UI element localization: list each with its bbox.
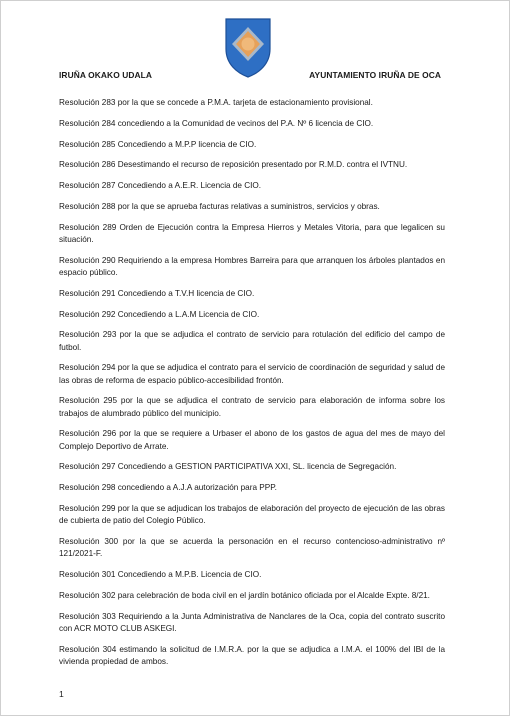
resolution-item: Resolución 297 Concediendo a GESTION PARTICIPATIVA XXI, SL. licencia de Segregación.	[59, 462, 397, 472]
resolution-item: Resolución 300 por la que se acuerda la personación en el recurso contencioso-administrativo nº 121/2021-F.	[59, 536, 445, 559]
resolution-item: Resolución 287 Concediendo a A.E.R. Licencia de CIO.	[59, 181, 262, 191]
resolution-item: Resolución 302 para celebración de boda civil en el jardín botánico oficiada por el Alcalde Expte. 8/21.	[59, 590, 430, 600]
resolution-item: Resolución 298 concediendo a A.J.A autorización para PPP.	[59, 483, 277, 493]
resolution-item: Resolución 293 por la que se adjudica el contrato de servicio para rotulación del edificio del campo de futbol.	[59, 330, 445, 352]
resolution-item: Resolución 294 por la que se adjudica el contrato para el servicio de coordinación de seguridad y salud de las obras de reforma de espacio público-accesibilidad frontón.	[59, 363, 445, 385]
page-number: 1	[59, 689, 64, 699]
resolution-item: Resolución 301 Concediendo a M.P.B. Licencia de CIO.	[59, 569, 262, 579]
resolution-list	[59, 97, 445, 677]
shield-center-dot	[242, 38, 255, 51]
resolution-item: Resolución 303 Requiriendo a la Junta Administrativa de Nanclares de la Oca, copia del contrato suscrito con ACR MOTO CLUB ASKEGI.	[59, 611, 445, 633]
municipal-crest-logo	[223, 17, 273, 79]
resolution-item: Resolución 290 Requiriendo a la empresa Hombres Barreira para que arranquen los árboles plantados en espacio público.	[59, 255, 445, 277]
resolution-item: Resolución 292 Concediendo a L.A.M Licencia de CIO.	[59, 309, 260, 319]
resolution-item: Resolución 295 por la que se adjudica el contrato de servicio para elaboración de informa sobre los trabajos de alumbrado público del municipio.	[59, 396, 445, 418]
resolution-item: Resolución 288 por la que se aprueba facturas relativas a suministros, servicios y obras.	[59, 201, 380, 211]
resolution-item: Resolución 284 concediendo a la Comunidad de vecinos del P.A. Nº 6 licencia de CIO.	[59, 118, 374, 128]
resolution-item: Resolución 286 Desestimando el recurso de reposición presentado por R.M.D. contra el IVTNU.	[59, 160, 408, 170]
resolution-item: Resolución 285 Concediendo a M.P.P licencia de CIO.	[59, 139, 257, 149]
resolution-item: Resolución 291 Concediendo a T.V.H licencia de CIO.	[59, 288, 255, 298]
header-left-title: IRUÑA OKAKO UDALA	[59, 70, 153, 80]
header-right-title: AYUNTAMIENTO IRUÑA DE OCA	[309, 70, 441, 80]
resolution-item: Resolución 289 Orden de Ejecución contra la Empresa Hierros y Metales Vitoria, para que legalicen su situación.	[59, 222, 445, 244]
resolution-item: Resolución 296 por la que se requiere a Urbaser el abono de los gastos de agua del mes de mayo del Complejo Deportivo de Arrate.	[59, 429, 445, 451]
resolution-item: Resolución 299 por la que se adjudican los trabajos de elaboración del proyecto de ejecución de las obras de cubierta de patio del Colegio Público.	[59, 503, 445, 526]
resolution-item: Resolución 283 por la que se concede a P.M.A. tarjeta de estacionamiento provisional.	[59, 98, 373, 107]
resolution-item: Resolución 304 estimando la solicitud de I.M.R.A. por la que se adjudica a I.M.A. el 100% del IBI de la vivienda propiedad de ambos.	[59, 644, 445, 666]
